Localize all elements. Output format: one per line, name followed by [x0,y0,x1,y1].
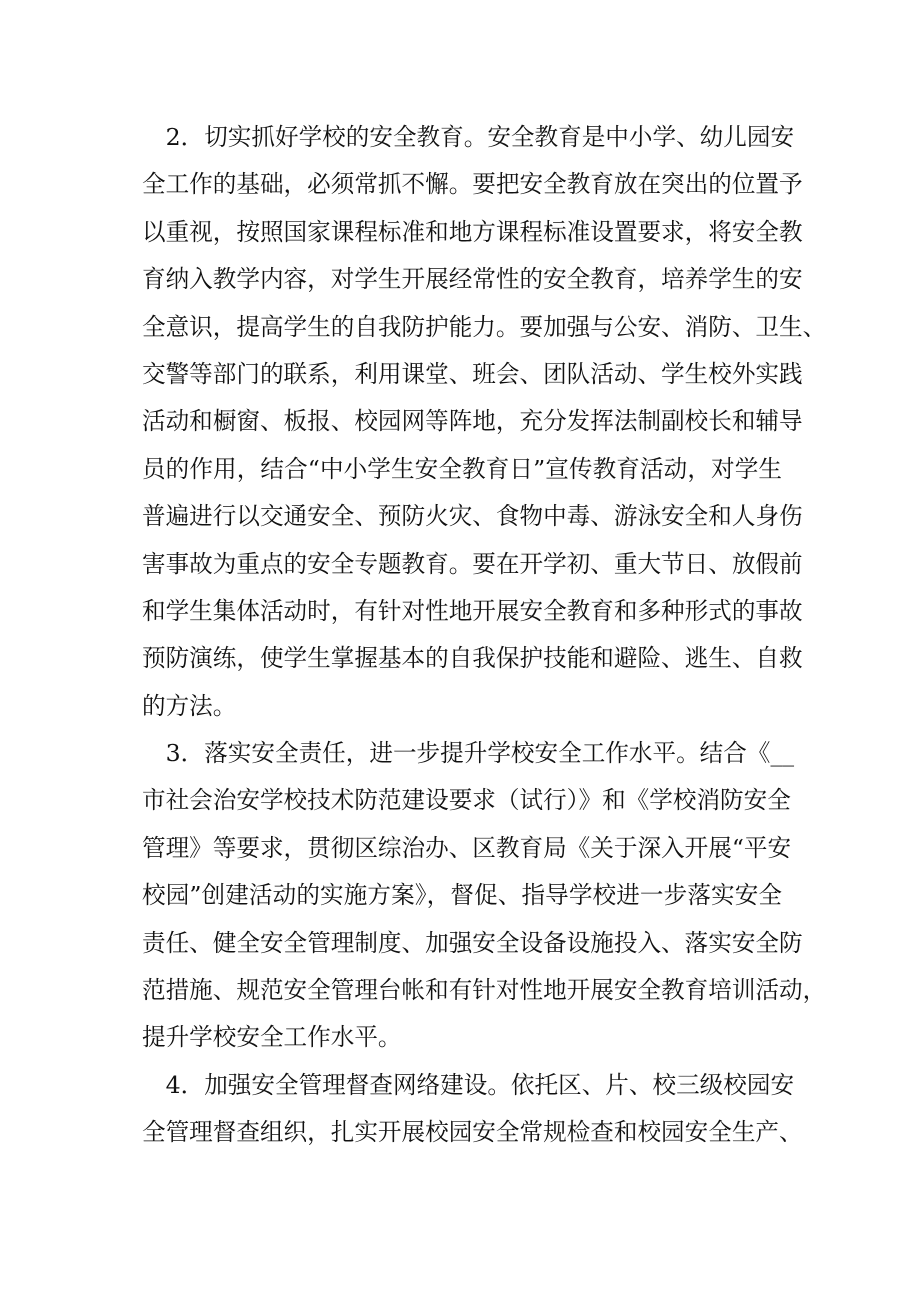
text-line: 全管理督查组织，扎实开展校园安全常规检查和校园安全生产、 [142,1118,803,1147]
text-line: 责任、健全安全管理制度、加强安全设备设施投入、落实安全防 [142,928,803,957]
text-line: 交警等部门的联系，利用课堂、班会、团队活动、学生校外实践 [142,359,803,388]
text-line: 全工作的基础，必须常抓不懈。要把安全教育放在突出的位置予 [142,170,803,199]
text-line: 以重视，按照国家课程标准和地方课程标准设置要求，将安全教 [142,217,803,246]
text-line: 范措施、规范安全管理台帐和有针对性地开展安全教育培训活动， [142,976,827,1005]
text-line: 活动和橱窗、板报、校园网等阵地，充分发挥法制副校长和辅导 [142,407,803,436]
text-line: 预防演练，使学生掌握基本的自我保护技能和避险、逃生、自救 [142,644,803,673]
text-line: 害事故为重点的安全专题教育。要在开学初、重大节日、放假前 [142,549,803,578]
text-line: 育纳入教学内容，对学生开展经常性的安全教育，培养学生的安 [142,265,803,294]
text-line: 员的作用，结合“中小学生安全教育日”宣传教育活动，对学生 [142,454,782,483]
text-line: 校园”创建活动的实施方案》，督促、指导学校进一步落实安全 [142,881,782,910]
paragraph-safety-education [142,114,827,730]
text-line: 市社会治安学校技术防范建设要求（试行）》和《学校消防安全 [142,786,791,815]
text-line: 全意识，提高学生的自我防护能力。要加强与公安、消防、卫生、 [142,312,827,341]
document-body [142,114,827,1157]
text-line: 普遍进行以交通安全、预防火灾、食物中毒、游泳安全和人身伤 [142,502,803,531]
text-line: 管理》等要求，贯彻区综治办、区教育局《关于深入开展“平安 [142,833,792,862]
text-line: 和学生集体活动时，有针对性地开展安全教育和多种形式的事故 [142,596,803,625]
text-line: 的方法。 [142,691,237,720]
paragraph-supervision-network [142,1062,803,1157]
text-line: 4．加强安全管理督查网络建设。依托区、片、校三级校园安 [142,1070,795,1099]
text-line: 提升学校安全工作水平。 [142,1023,402,1052]
text-line: 3．落实安全责任，进一步提升学校安全工作水平。结合《__ [142,739,795,768]
text-line: 2．切实抓好学校的安全教育。安全教育是中小学、幼儿园安 [142,123,795,151]
paragraph-safety-responsibility [142,730,827,1062]
